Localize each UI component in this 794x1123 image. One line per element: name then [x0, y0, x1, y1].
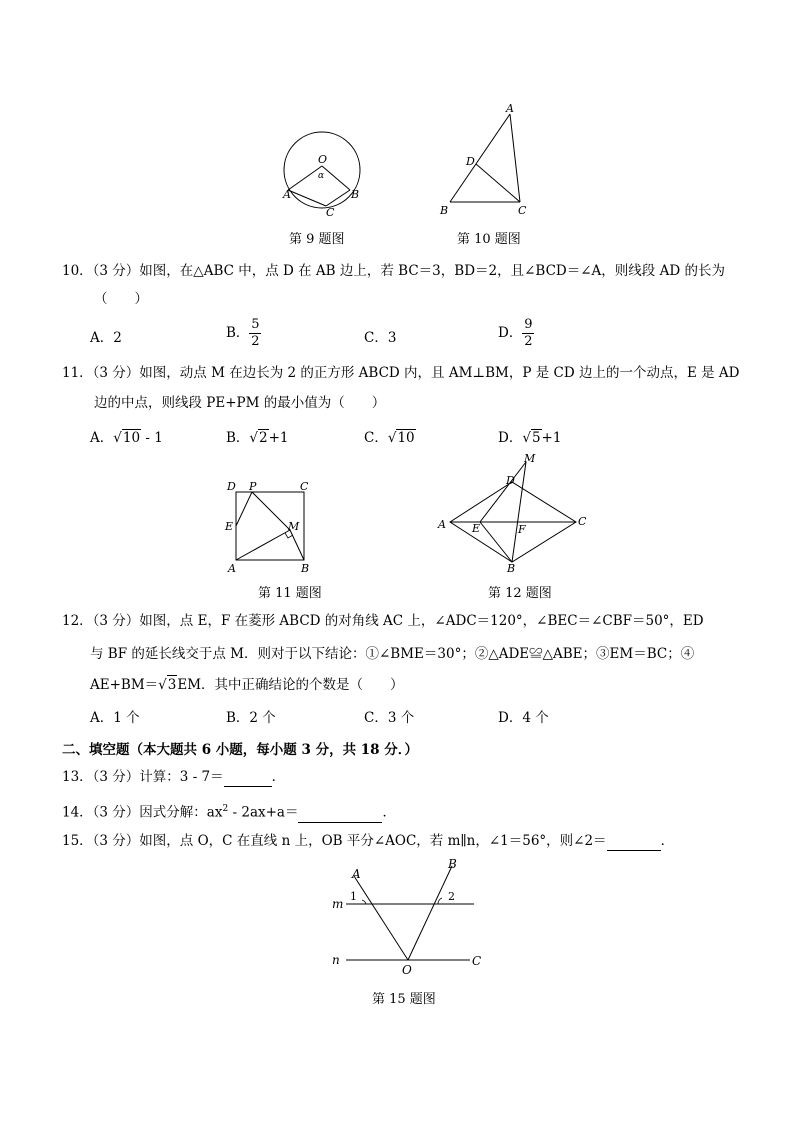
figure-12	[436, 452, 592, 572]
figure-11	[222, 478, 318, 574]
label-O: O	[318, 153, 328, 166]
label-O: O	[402, 963, 412, 977]
label-B: B	[301, 562, 310, 574]
figure-9	[278, 128, 368, 218]
label-A: A	[283, 188, 291, 201]
figure-11-caption: 第 11 题图	[258, 586, 322, 601]
label-C: C	[578, 515, 587, 528]
q11-line1: 11．（3 分）如图，动点 M 在边长为 2 的正方形 ABCD 内，且 AM⊥BM，P 是 CD 边上的一个动点，E 是 AD	[62, 365, 740, 381]
label-C: C	[472, 954, 482, 968]
q12-line1: 12．（3 分）如图，点 E，F 在菱形 ABCD 的对角线 AC 上，∠ADC＝120°，∠BEC＝∠CBF＝50°，ED	[62, 613, 704, 629]
label-D: D	[227, 480, 236, 493]
q11-option-d: D．√5+1	[498, 430, 562, 446]
q10-line1: 10．（3 分）如图，在△ABC 中，点 D 在 AB 边上，若 BC＝3，BD＝2，且∠BCD＝∠A，则线段 AD 的长为	[62, 263, 725, 279]
q12-option-c: C．3 个	[364, 710, 415, 726]
q10-option-b: B． $\frac{5}{2}$	[226, 317, 260, 349]
q12-option-b: B．2 个	[226, 710, 276, 726]
q11-option-c: C．√10	[364, 430, 415, 446]
label-P: P	[249, 480, 257, 493]
label-1: 1	[350, 890, 357, 903]
figure-10	[436, 102, 536, 217]
q10-option-a: A．2	[90, 330, 122, 346]
circle	[284, 132, 360, 208]
label-A: A	[506, 102, 514, 115]
q13: 13．（3 分）计算：3 - 7＝ ．	[62, 769, 286, 785]
q11-option-a: A．√10 - 1	[90, 430, 163, 446]
label-C: C	[300, 480, 309, 493]
label-2: 2	[448, 890, 455, 903]
label-E: E	[225, 520, 234, 533]
q12-line3: AE+BM＝√3EM．其中正确结论的个数是（ ）	[90, 677, 404, 693]
label-A: A	[438, 518, 446, 531]
label-D: D	[466, 155, 475, 168]
q11-option-b: B．√2+1	[226, 430, 289, 446]
q11-line2: 边的中点，则线段 PE+PM 的最小值为（ ）	[94, 395, 386, 411]
label-E: E	[472, 522, 481, 535]
label-M: M	[524, 452, 536, 465]
q14: 14．（3 分）因式分解：$ax^2 - 2ax+a=$ ．	[62, 804, 396, 821]
label-D: D	[506, 474, 515, 487]
q15: 15．（3 分）如图，点 O，C 在直线 n 上，OB 平分∠AOC，若 m∥n，∠1＝56°，则∠2＝ ．	[62, 833, 675, 849]
answer-blank	[224, 768, 272, 787]
figure-15-caption: 第 15 题图	[372, 992, 436, 1007]
q10-line2: （ ）	[94, 291, 148, 307]
label-alpha: α	[318, 171, 325, 181]
figure-15	[328, 856, 492, 978]
label-B: B	[440, 204, 449, 217]
q12-line2: 与 BF 的延长线交于点 M．则对于以下结论：①∠BME＝30°；②△ADE≌△ABE；③EM＝BC；④	[90, 646, 695, 662]
figure-12-caption: 第 12 题图	[488, 586, 552, 601]
q12-option-d: D．4 个	[498, 710, 549, 726]
label-B: B	[448, 857, 457, 871]
label-A: A	[228, 562, 236, 574]
section-2-heading: 二、填空题（本大题共 6 小题，每小题 3 分，共 18 分．）	[62, 742, 419, 758]
label-C: C	[518, 204, 527, 217]
label-m: m	[332, 897, 344, 911]
label-F: F	[518, 523, 526, 536]
label-n: n	[332, 953, 340, 967]
label-M: M	[288, 520, 300, 533]
answer-blank	[607, 832, 661, 851]
label-B: B	[351, 188, 360, 201]
label-A: A	[352, 867, 361, 881]
figure-9-caption: 第 9 题图	[289, 232, 345, 247]
q10-option-c: C．3	[364, 330, 397, 346]
q12-option-a: A．1 个	[90, 710, 140, 726]
q10-option-d: D． $\frac{9}{2}$	[498, 317, 533, 349]
answer-blank	[298, 804, 382, 823]
figure-10-caption: 第 10 题图	[457, 232, 521, 247]
label-C: C	[326, 206, 335, 218]
label-B: B	[507, 562, 516, 572]
